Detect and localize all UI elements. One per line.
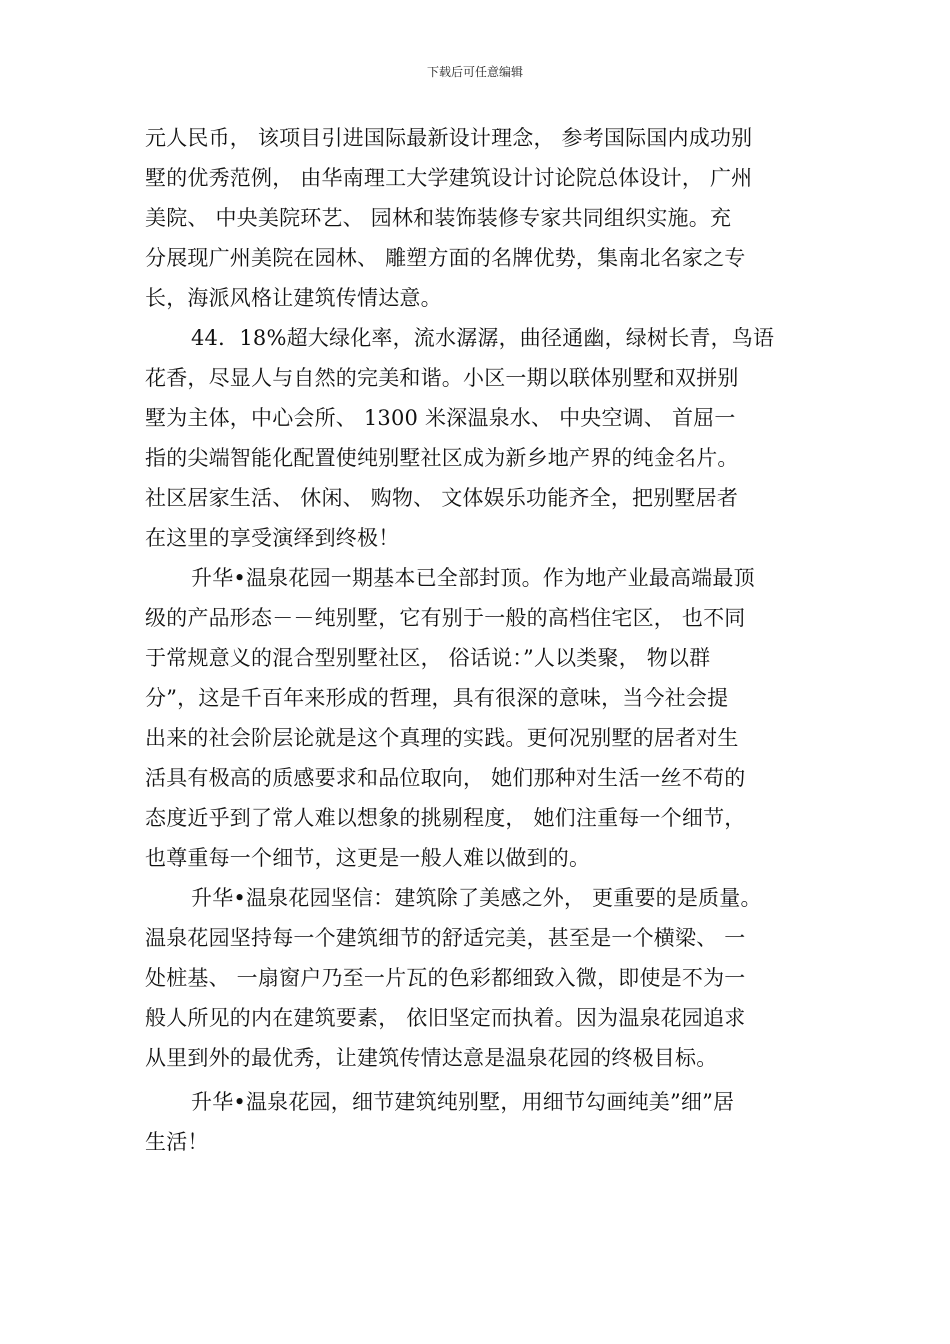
text-line: 升华•温泉花园，细节建筑纯别墅，用细节勾画纯美”细”居 [191, 1090, 735, 1114]
text-line: 生活！ [145, 1130, 209, 1154]
text-line: 美院、 中央美院环艺、 园林和装饰装修专家共同组织实施。充 [145, 206, 732, 230]
paragraph-2 [145, 318, 815, 558]
text-line: 级的产品形态－－纯别墅，它有别于一般的高档住宅区， 也不同 [145, 606, 746, 630]
document-body [145, 118, 815, 1162]
text-line: 在这里的享受演绎到终极！ [145, 526, 400, 550]
text-line: 从里到外的最优秀，让建筑传情达意是温泉花园的终极目标。 [145, 1046, 718, 1070]
paragraph-3 [145, 558, 815, 878]
text-line: 分展现广州美院在园林、 雕塑方面的名牌优势，集南北名家之专 [145, 246, 746, 270]
text-line: 长，海派风格让建筑传情达意。 [145, 286, 442, 310]
paragraph-5 [145, 1082, 815, 1162]
text-line: 出来的社会阶层论就是这个真理的实践。更何况别墅的居者对生 [145, 726, 739, 750]
paragraph-4 [145, 878, 815, 1078]
text-line: 分”，这是千百年来形成的哲理，具有很深的意味，当今社会提 [145, 686, 729, 710]
page-header: 下载后可任意编辑 [426, 65, 523, 79]
text-line: 也尊重每一个细节，这更是一般人难以做到的。 [145, 846, 591, 870]
text-line: 活具有极高的质感要求和品位取向， 她们那种对生活一丝不苟的 [145, 766, 746, 790]
text-line: 温泉花园坚持每一个建筑细节的舒适完美，甚至是一个横梁、 一 [145, 926, 746, 950]
paragraph-1 [145, 118, 815, 318]
text-line: 升华•温泉花园坚信：建筑除了美感之外， 更重要的是质量。 [191, 886, 762, 910]
text-line: 升华•温泉花园一期基本已全部封顶。作为地产业最高端最顶 [191, 566, 755, 590]
text-line: 态度近乎到了常人难以想象的挑剔程度， 她们注重每一个细节， [145, 806, 746, 830]
text-line: 处桩基、 一扇窗户乃至一片瓦的色彩都细致入微，即使是不为一 [145, 966, 746, 990]
text-line: 社区居家生活、 休闲、 购物、 文体娱乐功能齐全，把别墅居者 [145, 486, 739, 510]
text-line: 墅的优秀范例， 由华南理工大学建筑设计讨论院总体设计， 广州 [145, 166, 753, 190]
text-line: 元人民币， 该项目引进国际最新设计理念， 参考国际国内成功别 [145, 126, 753, 150]
text-line: 般人所见的内在建筑要素， 依旧坚定而执着。因为温泉花园追求 [145, 1006, 746, 1030]
text-line: 花香，尽显人与自然的完美和谐。小区一期以联体别墅和双拼别 [145, 366, 739, 390]
text-line: 指的尖端智能化配置使纯别墅社区成为新乡地产界的纯金名片。 [145, 446, 739, 470]
text-line: 墅为主体，中心会所、 1300 米深温泉水、 中央空调、 首屈一 [145, 406, 736, 430]
text-line: 44．18%超大绿化率，流水潺潺，曲径通幽，绿树长青，鸟语 [191, 326, 775, 350]
text-line: 于常规意义的混合型别墅社区， 俗话说：”人以类聚， 物以群 [145, 646, 711, 670]
